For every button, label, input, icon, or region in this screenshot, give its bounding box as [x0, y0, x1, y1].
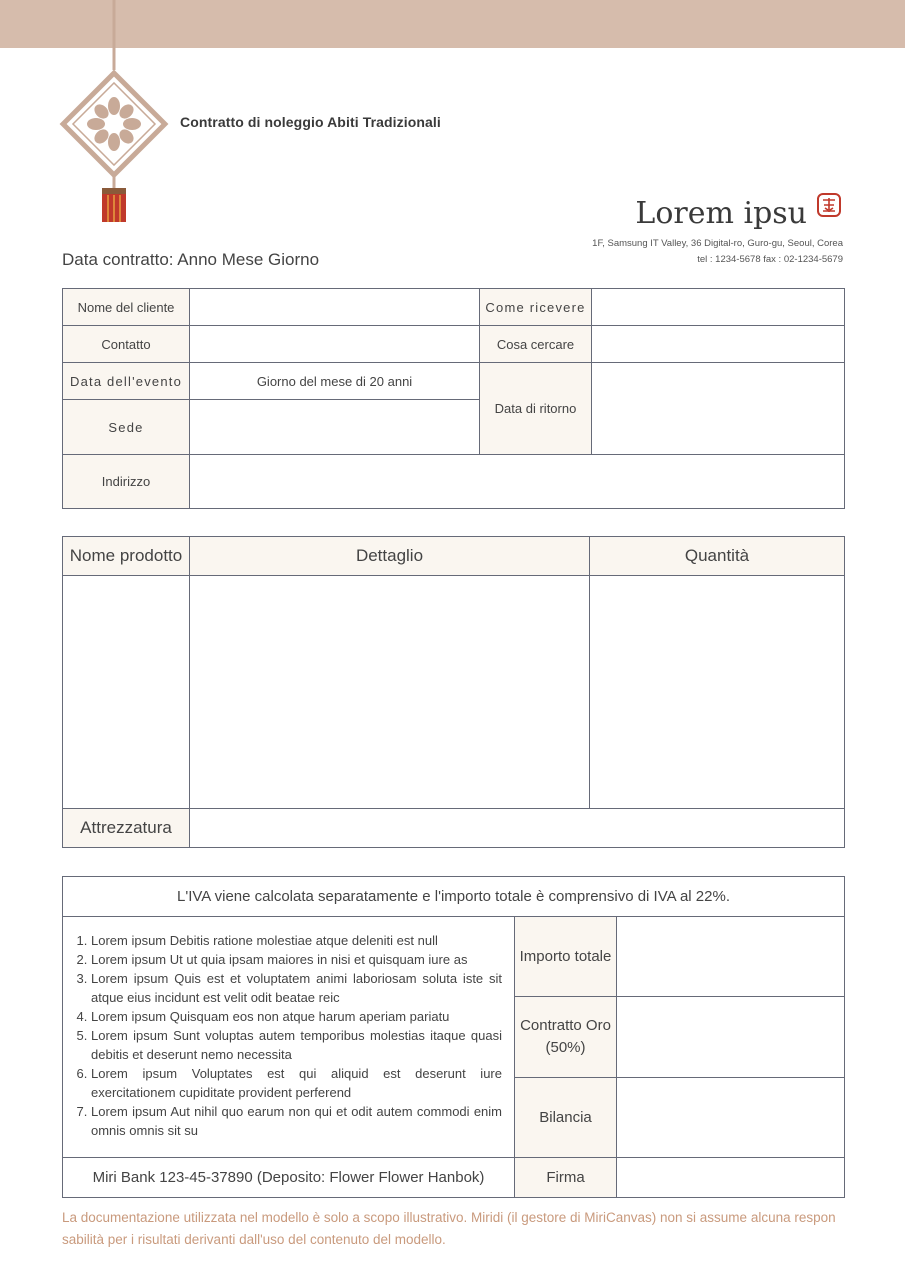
- company-logo-text: Lorem ipsu: [635, 196, 807, 231]
- bank-account-info: Miri Bank 123-45-37890 (Deposito: Flower Flower Hanbok): [63, 1158, 515, 1198]
- col-detail: Dettaglio: [190, 537, 590, 576]
- product-name-cell[interactable]: [63, 576, 190, 809]
- contact-label: Contatto: [63, 326, 190, 363]
- return-date-field[interactable]: [592, 363, 845, 455]
- client-name-label: Nome del cliente: [63, 289, 190, 326]
- gold-contract-label: Contratto Oro (50%): [515, 997, 617, 1078]
- term-item: 4. Lorem ipsum Quisquam eos non atque harum aperiam pariatu: [91, 1007, 502, 1026]
- venue-label: Sede: [63, 400, 190, 455]
- product-table: [62, 536, 845, 848]
- return-date-label: Data di ritorno: [480, 363, 592, 455]
- vat-note: L'IVA viene calcolata separatamente e l'importo totale è comprensivo di IVA al 22%.: [63, 877, 845, 917]
- term-item: 3. Lorem ipsum Quis est et voluptatem animi laboriosam soluta iste sit atque eius incidunt est velit odit beatae reic: [91, 969, 502, 1007]
- how-receive-label: Come ricevere: [480, 289, 592, 326]
- gold-contract-field[interactable]: [617, 997, 845, 1078]
- what-seek-field[interactable]: [592, 326, 845, 363]
- terms-list-cell: [63, 917, 515, 1158]
- contact-line: tel : 1234-5678 fax : 02-1234-5679: [697, 254, 843, 265]
- knot-ornament-icon: [56, 0, 172, 230]
- address-label: Indirizzo: [63, 455, 190, 509]
- detail-cell[interactable]: [190, 576, 590, 809]
- signature-label: Firma: [515, 1158, 617, 1198]
- term-item: 7. Lorem ipsum Aut nihil quo earum non qui et odit autem commodi enim omnis omnis sit su: [91, 1102, 502, 1140]
- terms-list: [75, 931, 502, 1140]
- term-item: 1. Lorem ipsum Debitis ratione molestiae atque deleniti est null: [91, 931, 502, 950]
- balance-field[interactable]: [617, 1078, 845, 1158]
- client-info-table: [62, 288, 845, 509]
- event-date-label: Data dell'evento: [63, 363, 190, 400]
- venue-field[interactable]: [190, 400, 480, 455]
- term-item: 6. Lorem ipsum Voluptates est qui aliquid est deserunt iure exercitationem cupiditate provident perferend: [91, 1064, 502, 1102]
- term-item: 5. Lorem ipsum Sunt voluptas autem temporibus molestias itaque quasi debitis et deserunt nemo necessita: [91, 1026, 502, 1064]
- contact-field[interactable]: [190, 326, 480, 363]
- balance-label: Bilancia: [515, 1078, 617, 1158]
- total-amount-label: Importo totale: [515, 917, 617, 997]
- col-product-name: Nome prodotto: [63, 537, 190, 576]
- document-title: Contratto di noleggio Abiti Tradizionali: [180, 114, 441, 130]
- term-item: 2. Lorem ipsum Ut ut quia ipsam maiores in nisi et quisquam iure as: [91, 950, 502, 969]
- equipment-label: Attrezzatura: [63, 809, 190, 848]
- total-amount-field[interactable]: [617, 917, 845, 997]
- signature-field[interactable]: [617, 1158, 845, 1198]
- address-line: 1F, Samsung IT Valley, 36 Digital-ro, Guro-gu, Seoul, Corea: [592, 238, 843, 249]
- quantity-cell[interactable]: [590, 576, 845, 809]
- payment-table: [62, 876, 845, 1198]
- equipment-field[interactable]: [190, 809, 845, 848]
- event-date-field[interactable]: Giorno del mese di 20 anni: [190, 363, 480, 400]
- disclaimer-text: La documentazione utilizzata nel modello è solo a scopo illustrativo. Miridi (il gestore di MiriCanvas) non si assume alcuna responsabilità per i risultati derivanti dall'uso del contenuto del modello.: [62, 1210, 836, 1247]
- how-receive-field[interactable]: [592, 289, 845, 326]
- contract-date: Data contratto: Anno Mese Giorno: [62, 250, 320, 269]
- address-field[interactable]: [190, 455, 845, 509]
- what-seek-label: Cosa cercare: [480, 326, 592, 363]
- company-address: [592, 236, 843, 268]
- client-name-field[interactable]: [190, 289, 480, 326]
- seal-stamp-icon: [816, 192, 842, 218]
- col-quantity: Quantità: [590, 537, 845, 576]
